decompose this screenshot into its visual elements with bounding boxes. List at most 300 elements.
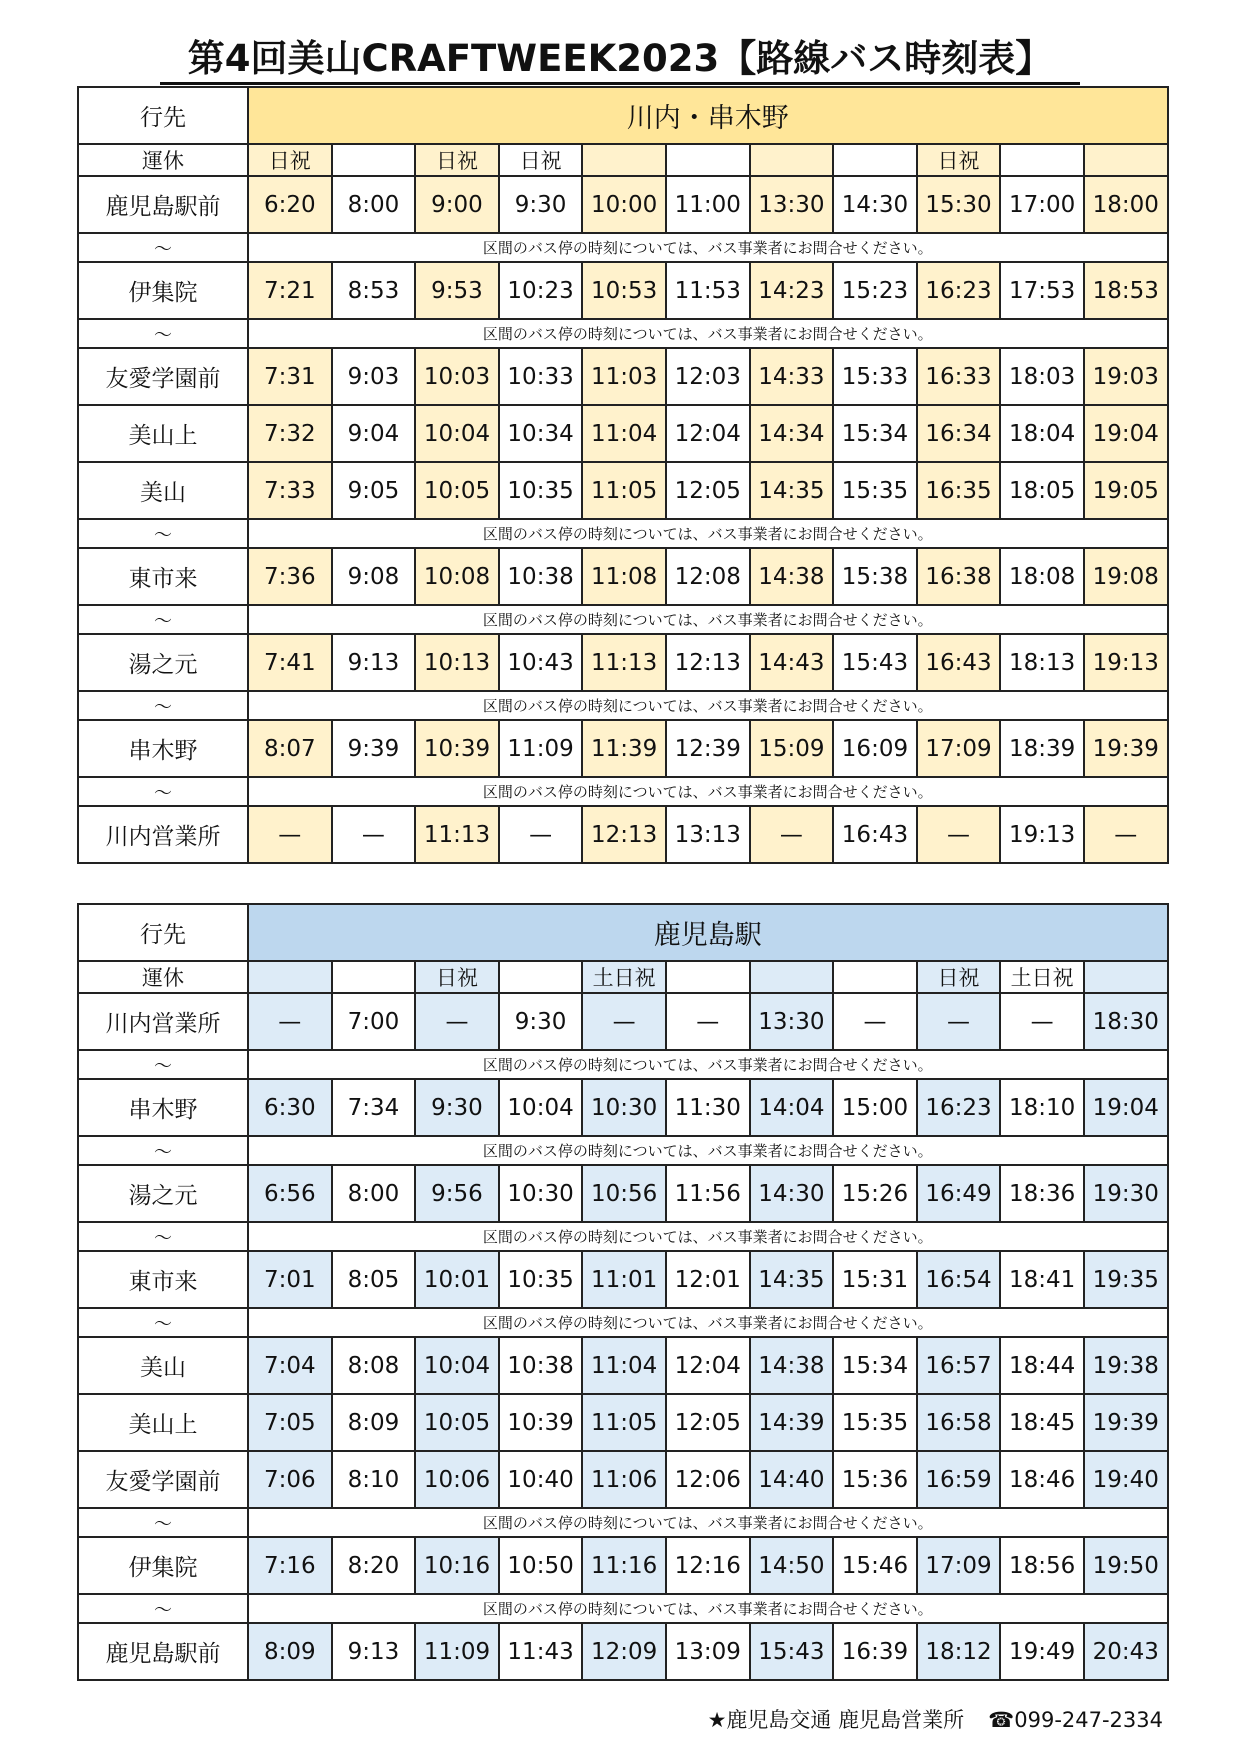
time-cell: 9:53 xyxy=(415,262,499,319)
time-cell: 11:06 xyxy=(582,1451,666,1508)
time-cell: 12:01 xyxy=(666,1251,750,1308)
time-cell: 11:04 xyxy=(582,405,666,462)
time-cell: 10:39 xyxy=(499,1394,583,1451)
operation-cell xyxy=(666,144,750,176)
header-row xyxy=(78,904,1168,961)
operation-label: 運休 xyxy=(78,144,248,176)
note-row xyxy=(78,1308,1168,1337)
time-cell: 10:16 xyxy=(415,1537,499,1594)
page-title-text: 第4回美山CRAFTWEEK2023【路線バス時刻表】 xyxy=(160,37,1081,85)
time-cell: 16:09 xyxy=(833,720,917,777)
time-cell: 11:05 xyxy=(582,462,666,519)
operation-cell xyxy=(666,961,750,993)
tilde-mark: 〜 xyxy=(78,1594,248,1623)
time-cell: 16:57 xyxy=(917,1337,1001,1394)
operation-cell xyxy=(1084,961,1168,993)
tilde-mark: 〜 xyxy=(78,319,248,348)
time-cell: 19:35 xyxy=(1084,1251,1168,1308)
destination-label: 行先 xyxy=(78,87,248,144)
time-cell: 8:00 xyxy=(332,176,416,233)
time-cell: 12:39 xyxy=(666,720,750,777)
time-cell: 6:20 xyxy=(248,176,332,233)
time-cell: 19:08 xyxy=(1084,548,1168,605)
time-cell: — xyxy=(1084,806,1168,863)
time-cell: 14:34 xyxy=(750,405,834,462)
time-cell: 18:45 xyxy=(1000,1394,1084,1451)
time-cell: 14:33 xyxy=(750,348,834,405)
tilde-mark: 〜 xyxy=(78,233,248,262)
time-cell: 18:41 xyxy=(1000,1251,1084,1308)
stop-row xyxy=(78,993,1168,1050)
time-cell: 15:26 xyxy=(833,1165,917,1222)
note-row xyxy=(78,1136,1168,1165)
time-cell: 7:04 xyxy=(248,1337,332,1394)
operation-cell xyxy=(1084,144,1168,176)
time-cell: 8:05 xyxy=(332,1251,416,1308)
time-cell: 14:43 xyxy=(750,634,834,691)
time-cell: 11:00 xyxy=(666,176,750,233)
note-row xyxy=(78,519,1168,548)
time-cell: 12:13 xyxy=(666,634,750,691)
time-cell: 8:10 xyxy=(332,1451,416,1508)
time-cell: 11:13 xyxy=(415,806,499,863)
stop-name: 友愛学園前 xyxy=(78,348,248,405)
time-cell: 12:04 xyxy=(666,1337,750,1394)
operation-cell xyxy=(499,961,583,993)
time-cell: 16:49 xyxy=(917,1165,1001,1222)
note-row xyxy=(78,1222,1168,1251)
time-cell: 10:03 xyxy=(415,348,499,405)
time-cell: 19:13 xyxy=(1084,634,1168,691)
time-cell: 18:44 xyxy=(1000,1337,1084,1394)
time-cell: 14:50 xyxy=(750,1537,834,1594)
time-cell: 15:46 xyxy=(833,1537,917,1594)
time-cell: — xyxy=(750,806,834,863)
stop-name: 伊集院 xyxy=(78,1537,248,1594)
time-cell: 10:04 xyxy=(415,405,499,462)
stop-row xyxy=(78,634,1168,691)
operation-cell: 日祝 xyxy=(415,144,499,176)
time-cell: 15:43 xyxy=(750,1623,834,1680)
stop-row xyxy=(78,176,1168,233)
time-cell: 11:09 xyxy=(415,1623,499,1680)
stop-row xyxy=(78,262,1168,319)
stop-row xyxy=(78,806,1168,863)
time-cell: 12:13 xyxy=(582,806,666,863)
time-cell: 16:34 xyxy=(917,405,1001,462)
note-row xyxy=(78,1594,1168,1623)
note-text: 区間のバス停の時刻については、バス事業者にお問合せください。 xyxy=(248,1136,1168,1165)
note-row xyxy=(78,605,1168,634)
time-cell: — xyxy=(582,993,666,1050)
operation-cell: 日祝 xyxy=(248,144,332,176)
note-row xyxy=(78,233,1168,262)
time-cell: 11:16 xyxy=(582,1537,666,1594)
time-cell: 19:39 xyxy=(1084,1394,1168,1451)
time-cell: 7:34 xyxy=(332,1079,416,1136)
time-cell: 9:00 xyxy=(415,176,499,233)
time-cell: 11:01 xyxy=(582,1251,666,1308)
operation-row xyxy=(78,961,1168,993)
time-cell: 17:00 xyxy=(1000,176,1084,233)
note-row xyxy=(78,1508,1168,1537)
note-text: 区間のバス停の時刻については、バス事業者にお問合せください。 xyxy=(248,691,1168,720)
time-cell: 7:41 xyxy=(248,634,332,691)
operation-cell xyxy=(332,144,416,176)
time-cell: 15:38 xyxy=(833,548,917,605)
timetable-inbound xyxy=(77,903,1169,1681)
time-cell: 10:34 xyxy=(499,405,583,462)
time-cell: 12:05 xyxy=(666,1394,750,1451)
time-cell: 8:20 xyxy=(332,1537,416,1594)
time-cell: 17:53 xyxy=(1000,262,1084,319)
time-cell: 10:40 xyxy=(499,1451,583,1508)
time-cell: — xyxy=(415,993,499,1050)
time-cell: 14:35 xyxy=(750,1251,834,1308)
operation-cell xyxy=(248,961,332,993)
time-cell: 19:04 xyxy=(1084,405,1168,462)
time-cell: 16:33 xyxy=(917,348,1001,405)
time-cell: 10:23 xyxy=(499,262,583,319)
operation-cell xyxy=(750,144,834,176)
tilde-mark: 〜 xyxy=(78,519,248,548)
time-cell: 7:01 xyxy=(248,1251,332,1308)
note-text: 区間のバス停の時刻については、バス事業者にお問合せください。 xyxy=(248,1308,1168,1337)
note-text: 区間のバス停の時刻については、バス事業者にお問合せください。 xyxy=(248,605,1168,634)
time-cell: 19:38 xyxy=(1084,1337,1168,1394)
note-row xyxy=(78,691,1168,720)
operation-label: 運休 xyxy=(78,961,248,993)
time-cell: 15:23 xyxy=(833,262,917,319)
time-cell: 19:13 xyxy=(1000,806,1084,863)
note-row xyxy=(78,777,1168,806)
operation-cell xyxy=(332,961,416,993)
time-cell: 12:09 xyxy=(582,1623,666,1680)
stop-row xyxy=(78,462,1168,519)
time-cell: 12:05 xyxy=(666,462,750,519)
tilde-mark: 〜 xyxy=(78,691,248,720)
time-cell: 14:38 xyxy=(750,548,834,605)
time-cell: 10:06 xyxy=(415,1451,499,1508)
operation-cell xyxy=(1000,144,1084,176)
operation-cell: 日祝 xyxy=(917,144,1001,176)
time-cell: 18:56 xyxy=(1000,1537,1084,1594)
time-cell: 19:39 xyxy=(1084,720,1168,777)
time-cell: 13:30 xyxy=(750,176,834,233)
time-cell: — xyxy=(917,993,1001,1050)
time-cell: 15:34 xyxy=(833,405,917,462)
time-cell: 12:06 xyxy=(666,1451,750,1508)
time-cell: 15:43 xyxy=(833,634,917,691)
time-cell: 12:08 xyxy=(666,548,750,605)
time-cell: 9:03 xyxy=(332,348,416,405)
time-cell: 9:56 xyxy=(415,1165,499,1222)
time-cell: 14:38 xyxy=(750,1337,834,1394)
time-cell: 10:38 xyxy=(499,1337,583,1394)
time-cell: 7:16 xyxy=(248,1537,332,1594)
stop-name: 東市来 xyxy=(78,548,248,605)
operation-cell: 日祝 xyxy=(917,961,1001,993)
time-cell: 16:43 xyxy=(917,634,1001,691)
time-cell: 9:39 xyxy=(332,720,416,777)
time-cell: — xyxy=(1000,993,1084,1050)
time-cell: 8:09 xyxy=(332,1394,416,1451)
stop-name: 伊集院 xyxy=(78,262,248,319)
time-cell: 16:54 xyxy=(917,1251,1001,1308)
time-cell: 8:08 xyxy=(332,1337,416,1394)
note-text: 区間のバス停の時刻については、バス事業者にお問合せください。 xyxy=(248,319,1168,348)
time-cell: 15:35 xyxy=(833,462,917,519)
time-cell: 10:35 xyxy=(499,462,583,519)
stop-row xyxy=(78,1451,1168,1508)
time-cell: 10:13 xyxy=(415,634,499,691)
time-cell: 10:53 xyxy=(582,262,666,319)
time-cell: 10:50 xyxy=(499,1537,583,1594)
time-cell: — xyxy=(332,806,416,863)
footer xyxy=(708,1704,1163,1734)
time-cell: 11:53 xyxy=(666,262,750,319)
time-cell: 10:56 xyxy=(582,1165,666,1222)
time-cell: 15:31 xyxy=(833,1251,917,1308)
time-cell: 18:04 xyxy=(1000,405,1084,462)
note-row xyxy=(78,1050,1168,1079)
time-cell: 16:38 xyxy=(917,548,1001,605)
note-text: 区間のバス停の時刻については、バス事業者にお問合せください。 xyxy=(248,1050,1168,1079)
time-cell: 18:08 xyxy=(1000,548,1084,605)
operation-cell: 土日祝 xyxy=(1000,961,1084,993)
time-cell: 18:12 xyxy=(917,1623,1001,1680)
time-cell: 11:39 xyxy=(582,720,666,777)
time-cell: 9:13 xyxy=(332,1623,416,1680)
operation-cell xyxy=(833,144,917,176)
timetable-outbound xyxy=(77,86,1169,864)
stop-row xyxy=(78,720,1168,777)
time-cell: 10:04 xyxy=(499,1079,583,1136)
time-cell: 11:13 xyxy=(582,634,666,691)
time-cell: 18:03 xyxy=(1000,348,1084,405)
time-cell: 14:35 xyxy=(750,462,834,519)
time-cell: 7:06 xyxy=(248,1451,332,1508)
stop-name: 友愛学園前 xyxy=(78,1451,248,1508)
time-cell: 8:53 xyxy=(332,262,416,319)
destination-name: 川内・串木野 xyxy=(248,87,1168,144)
stop-name: 湯之元 xyxy=(78,1165,248,1222)
stop-name: 美山 xyxy=(78,1337,248,1394)
note-text: 区間のバス停の時刻については、バス事業者にお問合せください。 xyxy=(248,519,1168,548)
time-cell: 7:32 xyxy=(248,405,332,462)
stop-row xyxy=(78,1337,1168,1394)
tilde-mark: 〜 xyxy=(78,1136,248,1165)
time-cell: 16:23 xyxy=(917,262,1001,319)
stop-row xyxy=(78,1394,1168,1451)
stop-name: 鹿児島駅前 xyxy=(78,176,248,233)
time-cell: 19:40 xyxy=(1084,1451,1168,1508)
operation-cell xyxy=(750,961,834,993)
time-cell: 16:43 xyxy=(833,806,917,863)
operation-cell: 日祝 xyxy=(415,961,499,993)
time-cell: 16:58 xyxy=(917,1394,1001,1451)
time-cell: 11:04 xyxy=(582,1337,666,1394)
time-cell: 11:08 xyxy=(582,548,666,605)
operation-cell: 日祝 xyxy=(499,144,583,176)
stop-row xyxy=(78,1079,1168,1136)
time-cell: 8:09 xyxy=(248,1623,332,1680)
time-cell: 20:43 xyxy=(1084,1623,1168,1680)
time-cell: 11:09 xyxy=(499,720,583,777)
time-cell: 11:30 xyxy=(666,1079,750,1136)
stop-row xyxy=(78,1251,1168,1308)
time-cell: 16:59 xyxy=(917,1451,1001,1508)
time-cell: 14:30 xyxy=(750,1165,834,1222)
time-cell: 18:30 xyxy=(1084,993,1168,1050)
tilde-mark: 〜 xyxy=(78,1222,248,1251)
time-cell: 14:40 xyxy=(750,1451,834,1508)
time-cell: 10:04 xyxy=(415,1337,499,1394)
stop-row xyxy=(78,1623,1168,1680)
time-cell: 10:39 xyxy=(415,720,499,777)
time-cell: 9:30 xyxy=(415,1079,499,1136)
tilde-mark: 〜 xyxy=(78,605,248,634)
stop-name: 湯之元 xyxy=(78,634,248,691)
time-cell: 9:08 xyxy=(332,548,416,605)
note-row xyxy=(78,319,1168,348)
time-cell: — xyxy=(248,993,332,1050)
operation-row xyxy=(78,144,1168,176)
time-cell: 12:16 xyxy=(666,1537,750,1594)
time-cell: 15:34 xyxy=(833,1337,917,1394)
note-text: 区間のバス停の時刻については、バス事業者にお問合せください。 xyxy=(248,777,1168,806)
time-cell: 10:30 xyxy=(499,1165,583,1222)
time-cell: 18:00 xyxy=(1084,176,1168,233)
note-text: 区間のバス停の時刻については、バス事業者にお問合せください。 xyxy=(248,1508,1168,1537)
time-cell: 14:23 xyxy=(750,262,834,319)
time-cell: 7:33 xyxy=(248,462,332,519)
time-cell: 14:04 xyxy=(750,1079,834,1136)
time-cell: — xyxy=(499,806,583,863)
time-cell: 18:39 xyxy=(1000,720,1084,777)
time-cell: 15:00 xyxy=(833,1079,917,1136)
time-cell: 15:09 xyxy=(750,720,834,777)
time-cell: 13:30 xyxy=(750,993,834,1050)
time-cell: 13:13 xyxy=(666,806,750,863)
footer-company: ★鹿児島交通 鹿児島営業所 xyxy=(707,1708,965,1732)
destination-name: 鹿児島駅 xyxy=(248,904,1168,961)
stop-row xyxy=(78,348,1168,405)
time-cell: 14:30 xyxy=(833,176,917,233)
time-cell: 10:43 xyxy=(499,634,583,691)
time-cell: 13:09 xyxy=(666,1623,750,1680)
time-cell: 17:09 xyxy=(917,720,1001,777)
time-cell: 15:35 xyxy=(833,1394,917,1451)
note-text: 区間のバス停の時刻については、バス事業者にお問合せください。 xyxy=(248,1222,1168,1251)
stop-row xyxy=(78,548,1168,605)
note-text: 区間のバス停の時刻については、バス事業者にお問合せください。 xyxy=(248,233,1168,262)
time-cell: 15:30 xyxy=(917,176,1001,233)
time-cell: 16:23 xyxy=(917,1079,1001,1136)
time-cell: 7:00 xyxy=(332,993,416,1050)
time-cell: 8:00 xyxy=(332,1165,416,1222)
time-cell: 16:35 xyxy=(917,462,1001,519)
time-cell: 11:56 xyxy=(666,1165,750,1222)
time-cell: 9:05 xyxy=(332,462,416,519)
time-cell: 15:36 xyxy=(833,1451,917,1508)
time-cell: 18:53 xyxy=(1084,262,1168,319)
time-cell: 6:30 xyxy=(248,1079,332,1136)
time-cell: 10:38 xyxy=(499,548,583,605)
time-cell: 19:49 xyxy=(1000,1623,1084,1680)
operation-cell xyxy=(582,144,666,176)
time-cell: 19:50 xyxy=(1084,1537,1168,1594)
time-cell: 7:05 xyxy=(248,1394,332,1451)
page-title xyxy=(0,28,1240,82)
time-cell: 18:13 xyxy=(1000,634,1084,691)
time-cell: 10:01 xyxy=(415,1251,499,1308)
stop-row xyxy=(78,1165,1168,1222)
header-row xyxy=(78,87,1168,144)
time-cell: 10:35 xyxy=(499,1251,583,1308)
time-cell: 18:46 xyxy=(1000,1451,1084,1508)
stop-name: 美山 xyxy=(78,462,248,519)
time-cell: 7:21 xyxy=(248,262,332,319)
time-cell: 12:03 xyxy=(666,348,750,405)
time-cell: 18:05 xyxy=(1000,462,1084,519)
time-cell: — xyxy=(666,993,750,1050)
time-cell: 19:03 xyxy=(1084,348,1168,405)
time-cell: 10:08 xyxy=(415,548,499,605)
time-cell: 17:09 xyxy=(917,1537,1001,1594)
time-cell: 11:43 xyxy=(499,1623,583,1680)
tilde-mark: 〜 xyxy=(78,1508,248,1537)
time-cell: 14:39 xyxy=(750,1394,834,1451)
tilde-mark: 〜 xyxy=(78,1050,248,1079)
time-cell: 16:39 xyxy=(833,1623,917,1680)
time-cell: 19:30 xyxy=(1084,1165,1168,1222)
time-cell: 10:30 xyxy=(582,1079,666,1136)
stop-name: 川内営業所 xyxy=(78,993,248,1050)
time-cell: 7:36 xyxy=(248,548,332,605)
time-cell: 12:04 xyxy=(666,405,750,462)
operation-cell: 土日祝 xyxy=(582,961,666,993)
tilde-mark: 〜 xyxy=(78,1308,248,1337)
time-cell: — xyxy=(248,806,332,863)
time-cell: 10:05 xyxy=(415,1394,499,1451)
time-cell: 15:33 xyxy=(833,348,917,405)
time-cell: 18:36 xyxy=(1000,1165,1084,1222)
time-cell: 19:04 xyxy=(1084,1079,1168,1136)
time-cell: 11:05 xyxy=(582,1394,666,1451)
stop-name: 東市来 xyxy=(78,1251,248,1308)
time-cell: 9:04 xyxy=(332,405,416,462)
stop-name: 鹿児島駅前 xyxy=(78,1623,248,1680)
time-cell: 18:10 xyxy=(1000,1079,1084,1136)
time-cell: 19:05 xyxy=(1084,462,1168,519)
footer-phone: ☎099-247-2334 xyxy=(988,1708,1163,1732)
note-text: 区間のバス停の時刻については、バス事業者にお問合せください。 xyxy=(248,1594,1168,1623)
time-cell: 9:30 xyxy=(499,993,583,1050)
stop-name: 串木野 xyxy=(78,720,248,777)
stop-name: 串木野 xyxy=(78,1079,248,1136)
stop-name: 美山上 xyxy=(78,405,248,462)
stop-name: 美山上 xyxy=(78,1394,248,1451)
stop-name: 川内営業所 xyxy=(78,806,248,863)
time-cell: 9:30 xyxy=(499,176,583,233)
operation-cell xyxy=(833,961,917,993)
time-cell: 10:05 xyxy=(415,462,499,519)
time-cell: 6:56 xyxy=(248,1165,332,1222)
time-cell: 8:07 xyxy=(248,720,332,777)
time-cell: — xyxy=(917,806,1001,863)
destination-label: 行先 xyxy=(78,904,248,961)
